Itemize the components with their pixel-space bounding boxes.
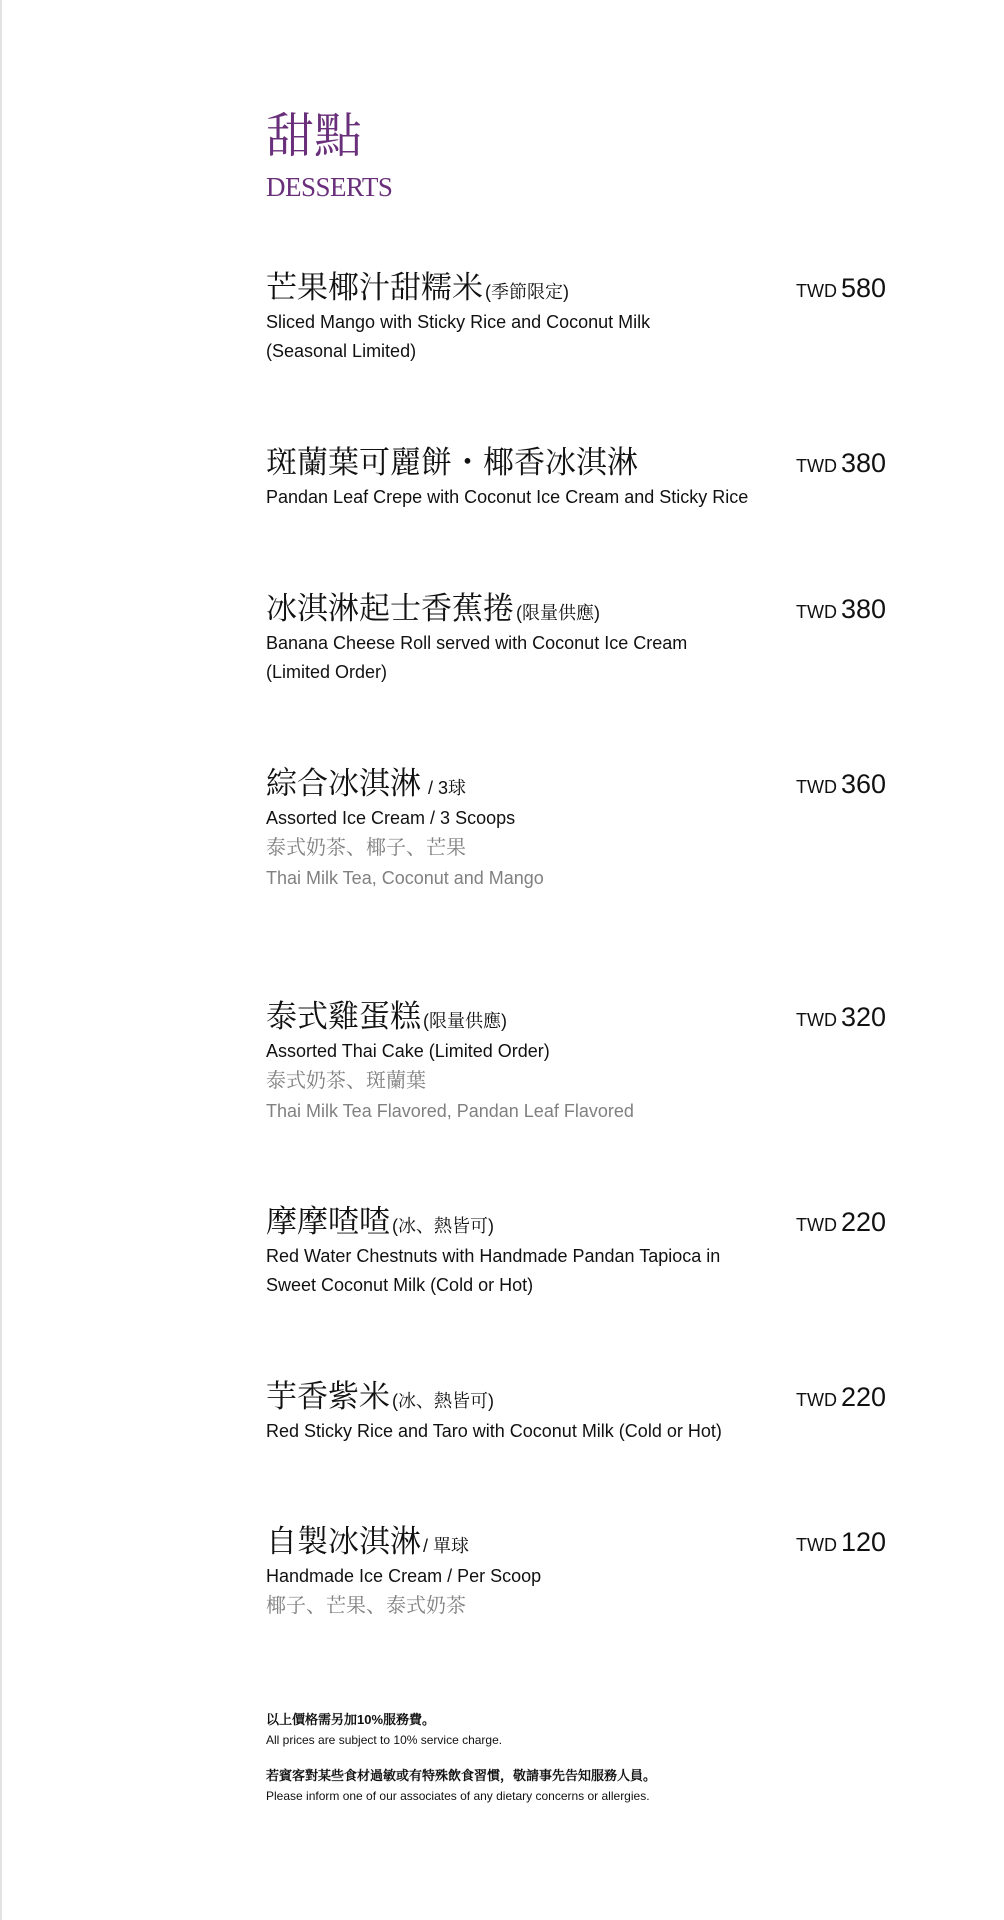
item-name-row bbox=[266, 268, 886, 308]
item-desc-en-line: Assorted Thai Cake (Limited Order) bbox=[266, 1041, 550, 1061]
price-currency: TWD bbox=[795, 456, 837, 476]
footer-notes bbox=[266, 1710, 886, 1806]
price-amount: 220 bbox=[840, 1382, 886, 1412]
item-name-zh: 自製冰淇淋 bbox=[266, 1524, 421, 1559]
price-amount: 580 bbox=[840, 273, 886, 303]
item-name-zh: 冰淇淋起士香蕉捲 bbox=[266, 591, 514, 626]
item-desc-en-line: Handmade Ice Cream / Per Scoop bbox=[266, 1566, 542, 1586]
item-name-row bbox=[266, 589, 886, 629]
item-note: / 單球 bbox=[423, 1536, 470, 1556]
item-desc-en-line: Sliced Mango with Sticky Rice and Coconut Milk bbox=[266, 312, 651, 332]
menu-item-thai-cake bbox=[266, 997, 886, 1126]
menu-item-pandan-crepe bbox=[266, 443, 886, 512]
price-currency: TWD bbox=[795, 1010, 837, 1030]
menu-item-assorted-ice-cream bbox=[266, 764, 886, 893]
item-name-row bbox=[266, 764, 886, 804]
item-note: (冰、熱皆可) bbox=[392, 1391, 494, 1411]
allergy-notice-zh: 若賓客對某些食材過敏或有特殊飲食習慣，敬請事先告知服務人員。 bbox=[266, 1768, 657, 1783]
item-price bbox=[796, 1522, 886, 1567]
page-title-zh: 甜點 bbox=[266, 108, 363, 164]
item-desc-en-line: Sweet Coconut Milk (Cold or Hot) bbox=[266, 1275, 534, 1295]
menu-item-handmade-ice-cream bbox=[266, 1522, 886, 1621]
item-price bbox=[796, 1377, 886, 1422]
item-desc-en-line: Pandan Leaf Crepe with Coconut Ice Cream and Sticky Rice bbox=[266, 487, 749, 507]
item-desc-en-line: (Limited Order) bbox=[266, 662, 388, 682]
item-flavors-en: Thai Milk Tea Flavored, Pandan Leaf Flavored bbox=[266, 1101, 634, 1121]
item-price bbox=[796, 1202, 886, 1247]
page-edge bbox=[0, 0, 2, 1920]
price-amount: 320 bbox=[840, 1002, 886, 1032]
price-amount: 120 bbox=[840, 1527, 886, 1557]
item-note: (季節限定) bbox=[485, 282, 569, 302]
item-name-row bbox=[266, 997, 886, 1037]
item-name-zh: 斑蘭葉可麗餅・椰香冰淇淋 bbox=[266, 445, 638, 480]
price-currency: TWD bbox=[795, 1215, 837, 1235]
price-amount: 220 bbox=[840, 1207, 886, 1237]
price-currency: TWD bbox=[795, 777, 837, 797]
price-amount: 380 bbox=[840, 448, 886, 478]
price-amount: 360 bbox=[840, 769, 886, 799]
item-desc-en-line: (Seasonal Limited) bbox=[266, 341, 417, 361]
item-note: (限量供應) bbox=[516, 603, 600, 623]
page-title-en: DESSERTS bbox=[266, 172, 393, 202]
price-amount: 380 bbox=[840, 594, 886, 624]
item-name-row bbox=[266, 1377, 886, 1417]
item-flavors-zh: 椰子、芒果、泰式奶茶 bbox=[266, 1595, 466, 1617]
service-charge-en: All prices are subject to 10% service charge. bbox=[266, 1733, 503, 1747]
item-name-row bbox=[266, 443, 886, 483]
menu-item-banana-cheese-roll bbox=[266, 589, 886, 687]
item-name-zh: 芋香紫米 bbox=[266, 1379, 390, 1414]
item-flavors-zh: 泰式奶茶、椰子、芒果 bbox=[266, 837, 466, 859]
menu-item-taro-purple-rice bbox=[266, 1377, 886, 1446]
item-note: (限量供應) bbox=[423, 1011, 507, 1031]
item-name-zh: 摩摩喳喳 bbox=[266, 1204, 390, 1239]
item-name-zh: 泰式雞蛋糕 bbox=[266, 999, 421, 1034]
item-price bbox=[796, 997, 886, 1042]
item-name-row bbox=[266, 1522, 886, 1562]
service-charge-zh: 以上價格需另加10%服務費。 bbox=[266, 1712, 436, 1727]
item-price bbox=[796, 268, 886, 313]
item-flavors-en: Thai Milk Tea, Coconut and Mango bbox=[266, 868, 544, 888]
price-currency: TWD bbox=[795, 281, 837, 301]
menu-item-bubur-cha-cha bbox=[266, 1202, 886, 1300]
item-flavors-zh: 泰式奶茶、斑蘭葉 bbox=[266, 1070, 426, 1092]
item-note: (冰、熱皆可) bbox=[392, 1216, 494, 1236]
item-price bbox=[796, 589, 886, 634]
item-name-zh: 芒果椰汁甜糯米 bbox=[266, 270, 483, 305]
footer-spacer bbox=[266, 1750, 886, 1766]
item-price bbox=[796, 764, 886, 809]
item-desc-en-line: Assorted Ice Cream / 3 Scoops bbox=[266, 808, 516, 828]
allergy-notice-en: Please inform one of our associates of any dietary concerns or allergies. bbox=[266, 1789, 650, 1803]
item-desc-en-line: Red Sticky Rice and Taro with Coconut Milk (Cold or Hot) bbox=[266, 1421, 722, 1441]
item-name-zh: 綜合冰淇淋 bbox=[266, 766, 421, 801]
price-currency: TWD bbox=[795, 602, 837, 622]
item-name-row bbox=[266, 1202, 886, 1242]
item-note: / 3球 bbox=[423, 778, 467, 798]
item-price bbox=[796, 443, 886, 488]
menu-item-mango-sticky-rice bbox=[266, 268, 886, 366]
item-desc-en-line: Red Water Chestnuts with Handmade Pandan Tapioca in bbox=[266, 1246, 721, 1266]
price-currency: TWD bbox=[795, 1535, 837, 1555]
price-currency: TWD bbox=[795, 1390, 837, 1410]
item-desc-en-line: Banana Cheese Roll served with Coconut Ice Cream bbox=[266, 633, 688, 653]
